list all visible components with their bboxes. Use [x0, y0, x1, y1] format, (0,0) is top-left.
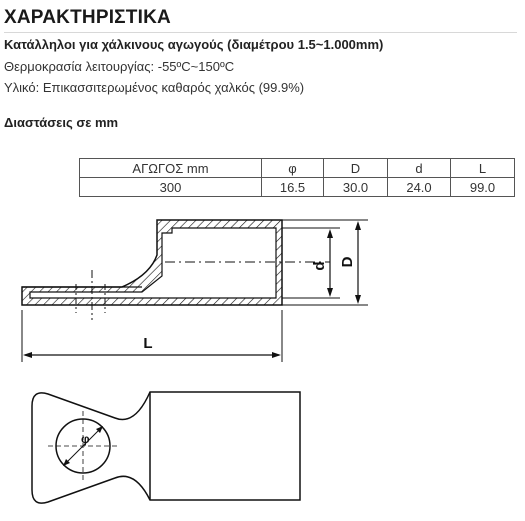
header-phi: φ	[262, 159, 324, 178]
page-title: ΧΑΡΑΚΤΗΡΙΣΤΙΚΑ	[4, 7, 171, 28]
dimension-d	[282, 228, 340, 298]
phi-label: φ	[81, 432, 90, 446]
header-L: L	[451, 159, 515, 178]
temperature-spec: Θερμοκρασία λειτουργίας: -55ºC~150ºC	[4, 59, 235, 74]
cell-d: 24.0	[388, 178, 451, 197]
lug-top-view	[32, 392, 300, 503]
header-d: d	[388, 159, 451, 178]
dimension-d-label: d	[311, 261, 328, 271]
title-divider	[4, 32, 517, 33]
spec-table	[79, 158, 515, 197]
cell-conductor: 300	[80, 178, 262, 197]
table-header-row	[80, 159, 515, 178]
dimensions-note: Διαστάσεις σε mm	[4, 115, 119, 130]
header-conductor: ΑΓΩΓΟΣ mm	[80, 159, 262, 178]
product-subtitle: Κατάλληλοι για χάλκινους αγωγούς (διαμέτρου 1.5~1.000mm)	[4, 37, 384, 52]
cell-D: 30.0	[324, 178, 388, 197]
material-spec: Υλικό: Επικασσιτερωμένος καθαρός χαλκός (99.9%)	[4, 80, 305, 95]
table-row	[80, 178, 515, 197]
header-D: D	[324, 159, 388, 178]
dimension-L-label: L	[143, 335, 153, 352]
dimension-L	[22, 310, 282, 362]
dimension-D-label: D	[339, 256, 356, 268]
cell-phi: 16.5	[262, 178, 324, 197]
lug-technical-drawing	[0, 200, 525, 521]
cell-L: 99.0	[451, 178, 515, 197]
